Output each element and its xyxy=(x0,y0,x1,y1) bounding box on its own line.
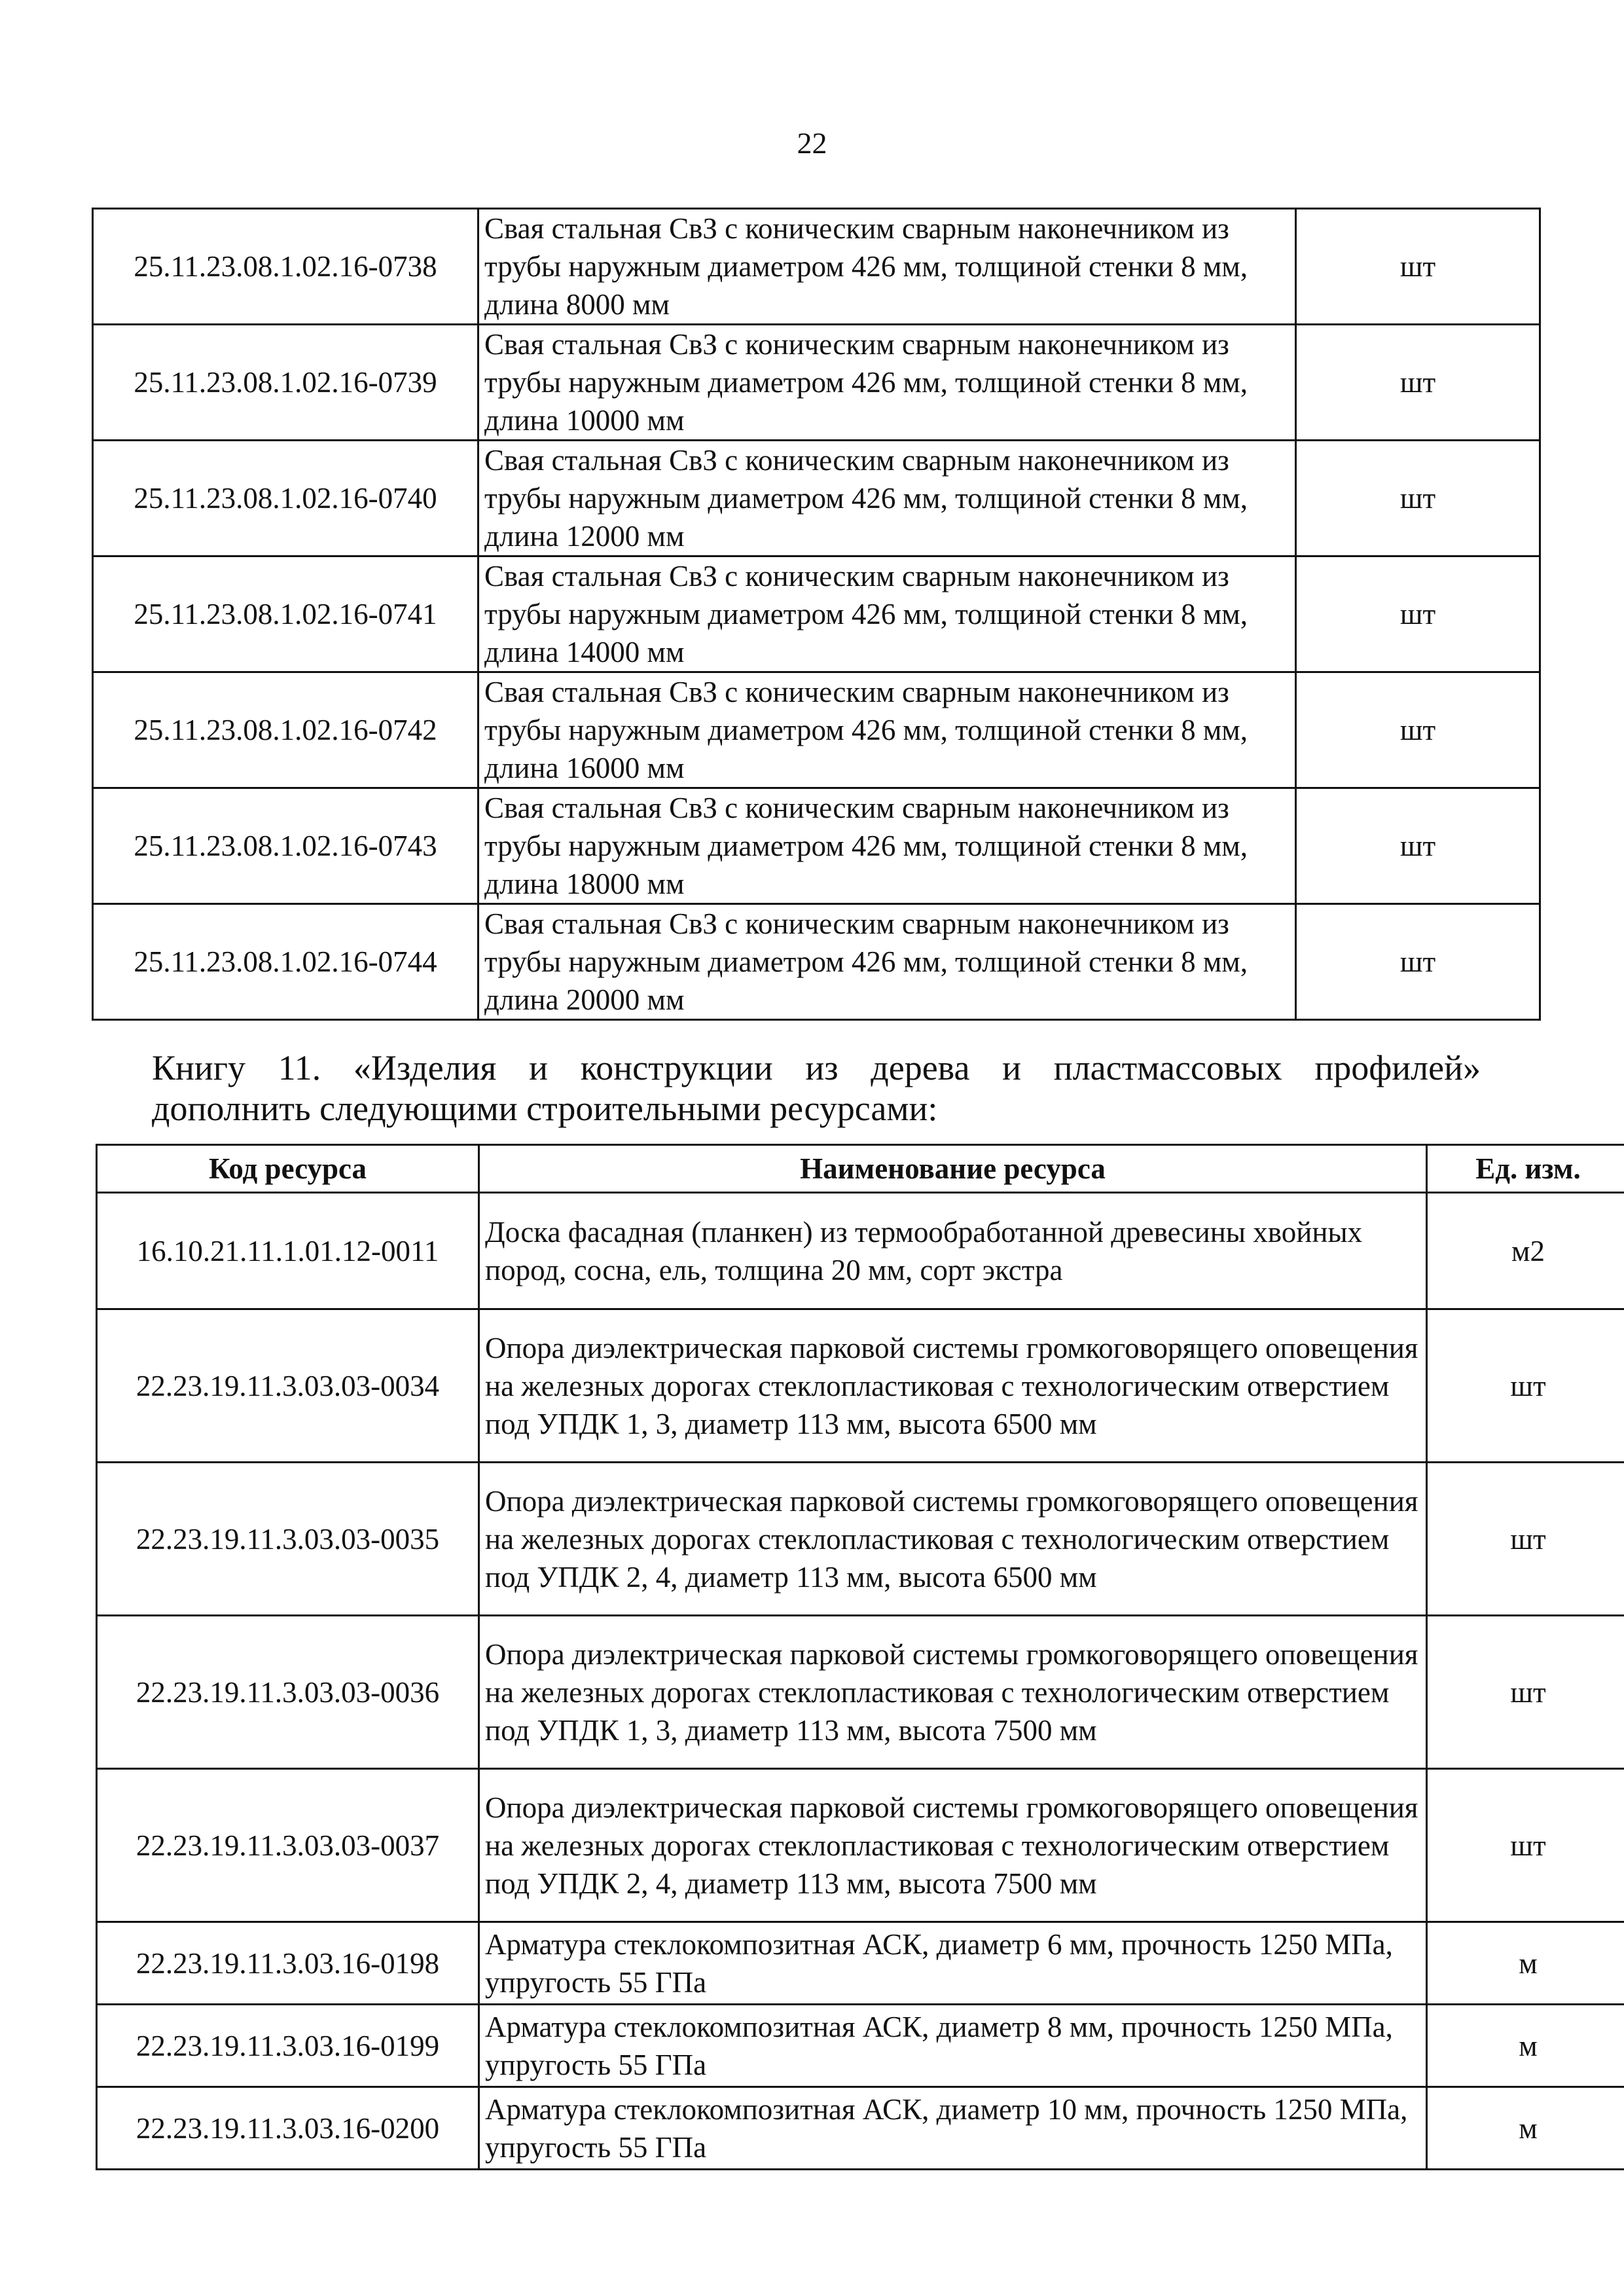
resource-name: Опора диэлектрическая парковой системы громкоговорящего оповещения на железных дорогах стеклопластиковая с технологическим отверстием под УПДК 1, 3, диаметр 113 мм, высота 7500 мм xyxy=(479,1616,1427,1769)
table-row xyxy=(97,1616,1624,1769)
resource-unit: м xyxy=(1427,1922,1624,2005)
page-number: 22 xyxy=(797,126,827,160)
table-row xyxy=(93,904,1540,1020)
table-row xyxy=(97,2005,1624,2087)
resource-code: 25.11.23.08.1.02.16-0739 xyxy=(93,325,478,441)
table-row xyxy=(97,1193,1624,1309)
resource-unit: шт xyxy=(1296,672,1540,788)
table-row xyxy=(93,556,1540,672)
resource-name: Опора диэлектрическая парковой системы громкоговорящего оповещения на железных дорогах стеклопластиковая с технологическим отверстием под УПДК 2, 4, диаметр 113 мм, высота 6500 мм xyxy=(479,1463,1427,1616)
resource-table-new xyxy=(96,1144,1624,2170)
resource-unit: шт xyxy=(1296,441,1540,556)
resource-name: Свая стальная СвЗ с коническим сварным наконечником из трубы наружным диаметром 426 мм, толщиной стенки 8 мм, длина 14000 мм xyxy=(478,556,1296,672)
resource-table-continued xyxy=(92,208,1541,1021)
resource-unit: шт xyxy=(1427,1309,1624,1463)
table-row xyxy=(93,325,1540,441)
resource-code: 22.23.19.11.3.03.16-0200 xyxy=(97,2087,479,2170)
resource-code: 22.23.19.11.3.03.16-0198 xyxy=(97,1922,479,2005)
column-header-unit: Ед. изм. xyxy=(1427,1145,1624,1193)
resource-name: Арматура стеклокомпозитная АСК, диаметр 8 мм, прочность 1250 МПа, упругость 55 ГПа xyxy=(479,2005,1427,2087)
resource-code: 25.11.23.08.1.02.16-0744 xyxy=(93,904,478,1020)
table-row xyxy=(97,1463,1624,1616)
intro-line-2: дополнить следующими строительными ресурсами: xyxy=(152,1089,938,1128)
resource-unit: шт xyxy=(1296,904,1540,1020)
resource-name: Арматура стеклокомпозитная АСК, диаметр 10 мм, прочность 1250 МПа, упругость 55 ГПа xyxy=(479,2087,1427,2170)
resource-name: Опора диэлектрическая парковой системы громкоговорящего оповещения на железных дорогах стеклопластиковая с технологическим отверстием под УПДК 1, 3, диаметр 113 мм, высота 6500 мм xyxy=(479,1309,1427,1463)
table-row xyxy=(93,788,1540,904)
resource-code: 22.23.19.11.3.03.03-0035 xyxy=(97,1463,479,1616)
resource-unit: шт xyxy=(1296,325,1540,441)
resource-code: 22.23.19.11.3.03.03-0036 xyxy=(97,1616,479,1769)
resource-code: 25.11.23.08.1.02.16-0742 xyxy=(93,672,478,788)
resource-code: 22.23.19.11.3.03.16-0199 xyxy=(97,2005,479,2087)
resource-code: 25.11.23.08.1.02.16-0741 xyxy=(93,556,478,672)
intro-line-1: Книгу 11. «Изделия и конструкции из дерева и пластмассовых профилей» xyxy=(152,1048,1481,1087)
table-row xyxy=(93,672,1540,788)
section-intro xyxy=(152,1048,1481,1129)
resource-name: Свая стальная СвЗ с коническим сварным наконечником из трубы наружным диаметром 426 мм, толщиной стенки 8 мм, длина 10000 мм xyxy=(478,325,1296,441)
resource-code: 25.11.23.08.1.02.16-0743 xyxy=(93,788,478,904)
resource-code: 22.23.19.11.3.03.03-0037 xyxy=(97,1769,479,1922)
column-header-code: Код ресурса xyxy=(97,1145,479,1193)
table-row xyxy=(97,1769,1624,1922)
resource-code: 25.11.23.08.1.02.16-0738 xyxy=(93,209,478,325)
resource-code: 22.23.19.11.3.03.03-0034 xyxy=(97,1309,479,1463)
resource-unit: шт xyxy=(1427,1616,1624,1769)
table-row xyxy=(97,2087,1624,2170)
resource-unit: м xyxy=(1427,2005,1624,2087)
resource-name: Опора диэлектрическая парковой системы громкоговорящего оповещения на железных дорогах стеклопластиковая с технологическим отверстием под УПДК 2, 4, диаметр 113 мм, высота 7500 мм xyxy=(479,1769,1427,1922)
resource-name: Свая стальная СвЗ с коническим сварным наконечником из трубы наружным диаметром 426 мм, толщиной стенки 8 мм, длина 20000 мм xyxy=(478,904,1296,1020)
table-row xyxy=(97,1922,1624,2005)
table-row xyxy=(93,209,1540,325)
resource-unit: шт xyxy=(1296,556,1540,672)
resource-code: 16.10.21.11.1.01.12-0011 xyxy=(97,1193,479,1309)
table-header-row xyxy=(97,1145,1624,1193)
table-row xyxy=(93,441,1540,556)
resource-unit: шт xyxy=(1427,1769,1624,1922)
resource-name: Свая стальная СвЗ с коническим сварным наконечником из трубы наружным диаметром 426 мм, толщиной стенки 8 мм, длина 12000 мм xyxy=(478,441,1296,556)
resource-unit: шт xyxy=(1296,788,1540,904)
resource-name: Свая стальная СвЗ с коническим сварным наконечником из трубы наружным диаметром 426 мм, толщиной стенки 8 мм, длина 8000 мм xyxy=(478,209,1296,325)
table-row xyxy=(97,1309,1624,1463)
resource-name: Арматура стеклокомпозитная АСК, диаметр 6 мм, прочность 1250 МПа, упругость 55 ГПа xyxy=(479,1922,1427,2005)
resource-unit: м2 xyxy=(1427,1193,1624,1309)
resource-unit: шт xyxy=(1427,1463,1624,1616)
resource-code: 25.11.23.08.1.02.16-0740 xyxy=(93,441,478,556)
resource-name: Доска фасадная (планкен) из термообработанной древесины хвойных пород, сосна, ель, толщина 20 мм, сорт экстра xyxy=(479,1193,1427,1309)
column-header-name: Наименование ресурса xyxy=(479,1145,1427,1193)
resource-unit: шт xyxy=(1296,209,1540,325)
resource-unit: м xyxy=(1427,2087,1624,2170)
resource-name: Свая стальная СвЗ с коническим сварным наконечником из трубы наружным диаметром 426 мм, толщиной стенки 8 мм, длина 18000 мм xyxy=(478,788,1296,904)
resource-name: Свая стальная СвЗ с коническим сварным наконечником из трубы наружным диаметром 426 мм, толщиной стенки 8 мм, длина 16000 мм xyxy=(478,672,1296,788)
